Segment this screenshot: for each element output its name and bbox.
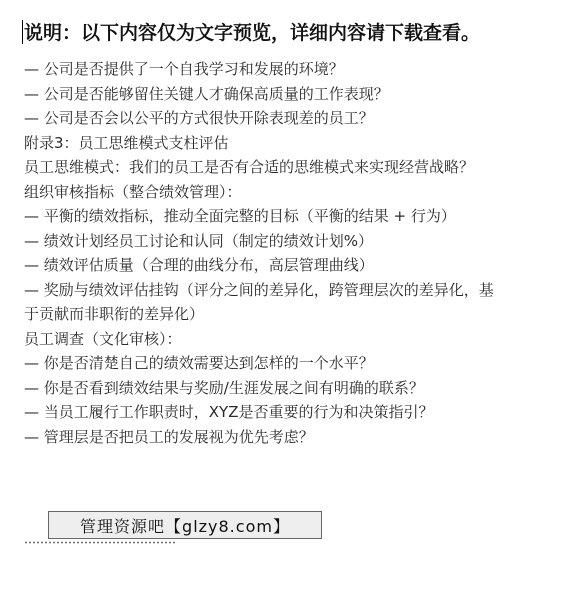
preview-notice: 说明：以下内容仅为文字预览，详细内容请下载查看。 (24, 22, 481, 44)
survey-question: — 管理层是否把员工的发展视为优先考虑？ (24, 427, 314, 446)
document-body (24, 57, 554, 449)
metric-line: — 绩效评估质量（合理的曲线分布，高层管理曲线） (24, 256, 374, 274)
dotted-divider (24, 541, 176, 544)
appendix-heading: 附录3：员工思维模式支柱评估 (24, 133, 229, 152)
survey-question: — 你是否清楚自己的绩效需要达到怎样的一个水平？ (24, 354, 374, 372)
section-heading: 员工思维模式：我们的员工是否有合适的思维模式来实现经营战略？ (24, 158, 475, 176)
section-heading: 员工调查（文化审核）： (24, 329, 182, 348)
metric-line: — 奖励与绩效评估挂钩（评分之间的差异化，跨管理层次的差异化，基 (24, 280, 494, 299)
text-cursor (22, 20, 23, 44)
watermark-banner: 管理资源吧【glzy8.com】 (48, 511, 322, 539)
question-line: — 公司是否能够留住关键人才确保高质量的工作表现？ (24, 84, 389, 103)
survey-question: — 你是否看到绩效结果与奖励/生涯发展之间有明确的联系？ (24, 378, 424, 397)
metric-line-continuation: 于贡献而非职衔的差异化） (24, 305, 205, 323)
section-heading: 组织审核指标（整合绩效管理）： (24, 182, 242, 201)
question-line: — 公司是否提供了一个自我学习和发展的环境？ (24, 60, 344, 78)
metric-line: — 平衡的绩效指标，推动全面完整的目标（平衡的结果 + 行为） (24, 207, 456, 225)
metric-line: — 绩效计划经员工讨论和认同（制定的绩效计划%） (24, 231, 374, 250)
survey-question: — 当员工履行工作职责时，XYZ是否重要的行为和决策指引？ (24, 403, 434, 421)
question-line: — 公司是否会以公平的方式很快开除表现差的员工？ (24, 109, 374, 127)
